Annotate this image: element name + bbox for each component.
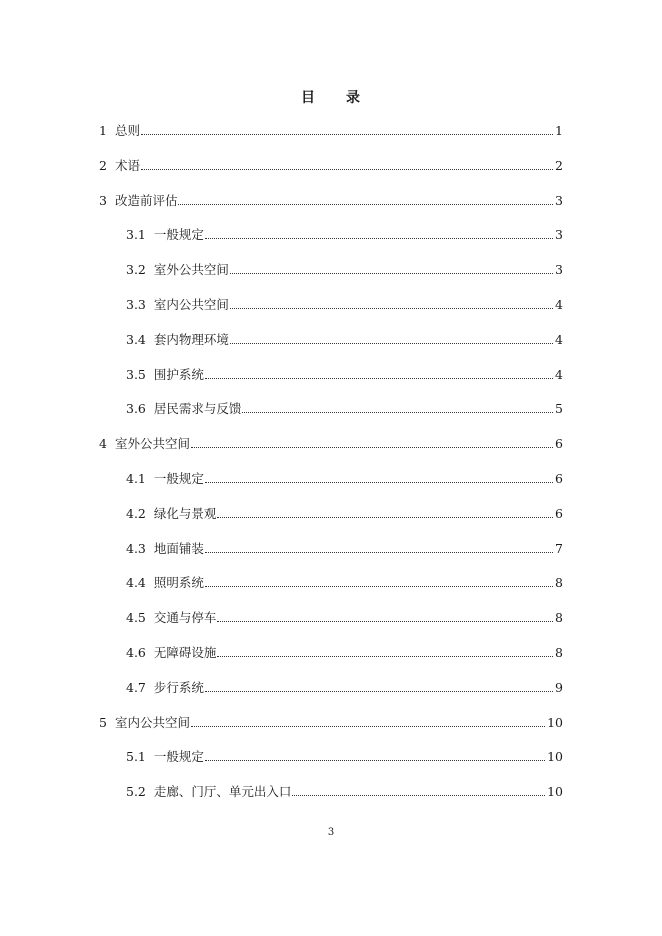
toc-entry[interactable] — [99, 121, 563, 156]
toc-entry[interactable] — [99, 156, 563, 191]
toc-entry-page: 9 — [555, 679, 563, 695]
toc-entry-text: 改造前评估 — [114, 192, 178, 208]
toc-entry-number: 4.2 — [126, 505, 146, 521]
toc-entry-text: 总则 — [114, 123, 140, 138]
toc-entry-number: 3.3 — [126, 296, 146, 312]
toc-entry-page: 4 — [555, 331, 563, 347]
toc-entry-text: 一般规定 — [153, 227, 204, 243]
toc-leader-dots — [230, 307, 553, 309]
toc-entry-text: 绿化与景观 — [153, 505, 217, 521]
toc-entry-number: 4.3 — [126, 540, 146, 556]
toc-leader-dots — [205, 237, 553, 239]
toc-entry-number: 2 — [99, 157, 107, 173]
toc-entry-number: 5 — [99, 714, 107, 730]
toc-entry-page: 8 — [555, 575, 563, 591]
toc-entry-page: 6 — [555, 505, 563, 521]
toc-entry-number: 3 — [99, 192, 107, 208]
toc-entry-text: 围护系统 — [153, 366, 204, 382]
toc-entry-page: 8 — [555, 644, 563, 660]
toc-leader-dots — [217, 620, 553, 622]
toc-entry-page: 4 — [555, 296, 563, 312]
toc-leader-dots — [205, 481, 553, 483]
toc-entry[interactable] — [99, 225, 563, 260]
toc-leader-dots — [230, 272, 553, 274]
toc-entry-text: 照明系统 — [153, 575, 204, 591]
toc-entry-page: 10 — [547, 784, 563, 800]
toc-leader-dots — [205, 690, 553, 692]
toc-leader-dots — [191, 446, 553, 448]
toc-list — [99, 121, 563, 817]
toc-title-left: 目 — [301, 90, 316, 106]
toc-entry[interactable] — [99, 295, 563, 330]
toc-entry-page: 6 — [555, 470, 563, 486]
toc-entry-text: 交通与停车 — [153, 610, 217, 626]
toc-entry-text: 无障碍设施 — [153, 644, 217, 660]
toc-entry[interactable] — [99, 539, 563, 574]
toc-leader-dots — [217, 655, 553, 657]
toc-entry[interactable] — [99, 747, 563, 782]
toc-entry-text: 地面铺装 — [153, 540, 204, 556]
toc-leader-dots — [205, 759, 545, 761]
toc-entry-page: 4 — [555, 366, 563, 382]
toc-entry-text: 套内物理环境 — [153, 331, 229, 347]
page-number: 3 — [327, 827, 335, 838]
toc-entry-page: 7 — [555, 540, 563, 556]
toc-title-right: 录 — [346, 90, 361, 106]
toc-entry[interactable] — [99, 434, 563, 469]
toc-entry[interactable] — [99, 399, 563, 434]
toc-entry-page: 2 — [555, 157, 563, 173]
toc-entry[interactable] — [99, 573, 563, 608]
toc-entry[interactable] — [99, 330, 563, 365]
toc-entry-page: 10 — [547, 714, 563, 730]
toc-entry-text: 一般规定 — [153, 749, 204, 765]
toc-leader-dots — [178, 203, 553, 205]
toc-leader-dots — [230, 342, 553, 344]
toc-entry-number: 5.2 — [126, 784, 146, 800]
toc-leader-dots — [191, 725, 545, 727]
toc-entry-page: 8 — [555, 610, 563, 626]
toc-entry-number: 4.1 — [126, 470, 146, 486]
toc-entry-number: 3.2 — [126, 262, 146, 278]
toc-entry-number: 3.4 — [126, 331, 146, 347]
toc-entry[interactable] — [99, 608, 563, 643]
toc-entry-number: 5.1 — [126, 749, 146, 765]
toc-entry-text: 术语 — [114, 157, 140, 173]
toc-entry[interactable] — [99, 365, 563, 400]
toc-leader-dots — [205, 585, 553, 587]
toc-entry[interactable] — [99, 469, 563, 504]
toc-entry-page: 3 — [555, 262, 563, 278]
toc-leader-dots — [205, 551, 553, 553]
toc-entry-text: 走廊、门厅、单元出入口 — [153, 784, 292, 800]
toc-entry-number: 4.7 — [126, 679, 146, 695]
toc-entry-page: 5 — [555, 401, 563, 417]
toc-entry-number: 4.5 — [126, 610, 146, 626]
toc-entry[interactable] — [99, 504, 563, 539]
toc-entry-text: 室内公共空间 — [153, 296, 229, 312]
toc-entry-text: 室外公共空间 — [153, 262, 229, 278]
toc-entry[interactable] — [99, 260, 563, 295]
toc-leader-dots — [205, 377, 553, 379]
toc-entry[interactable] — [99, 643, 563, 678]
toc-entry-number: 4 — [99, 436, 107, 452]
toc-entry[interactable] — [99, 678, 563, 713]
toc-entry-number: 4.4 — [126, 575, 146, 591]
toc-leader-dots — [217, 516, 553, 518]
toc-entry[interactable] — [99, 782, 563, 817]
toc-entry-number: 4.6 — [126, 644, 146, 660]
toc-leader-dots — [141, 168, 553, 170]
toc-entry-page: 3 — [555, 227, 563, 243]
toc-title — [0, 87, 662, 107]
toc-entry[interactable] — [99, 191, 563, 226]
toc-entry-number: 3.6 — [126, 401, 146, 417]
toc-entry-page: 3 — [555, 192, 563, 208]
toc-entry-text: 室内公共空间 — [114, 714, 190, 730]
toc-entry-number: 1 — [99, 123, 107, 138]
toc-entry-text: 一般规定 — [153, 470, 204, 486]
toc-entry[interactable] — [99, 713, 563, 748]
toc-entry-text: 步行系统 — [153, 679, 204, 695]
toc-entry-page: 6 — [555, 436, 563, 452]
toc-leader-dots — [141, 133, 553, 135]
toc-entry-number: 3.5 — [126, 366, 146, 382]
toc-leader-dots — [242, 411, 553, 413]
toc-entry-text: 室外公共空间 — [114, 436, 190, 452]
toc-leader-dots — [292, 794, 545, 796]
toc-entry-number: 3.1 — [126, 227, 146, 243]
toc-entry-page: 1 — [555, 123, 563, 138]
toc-entry-text: 居民需求与反馈 — [153, 401, 242, 417]
toc-entry-page: 10 — [547, 749, 563, 765]
